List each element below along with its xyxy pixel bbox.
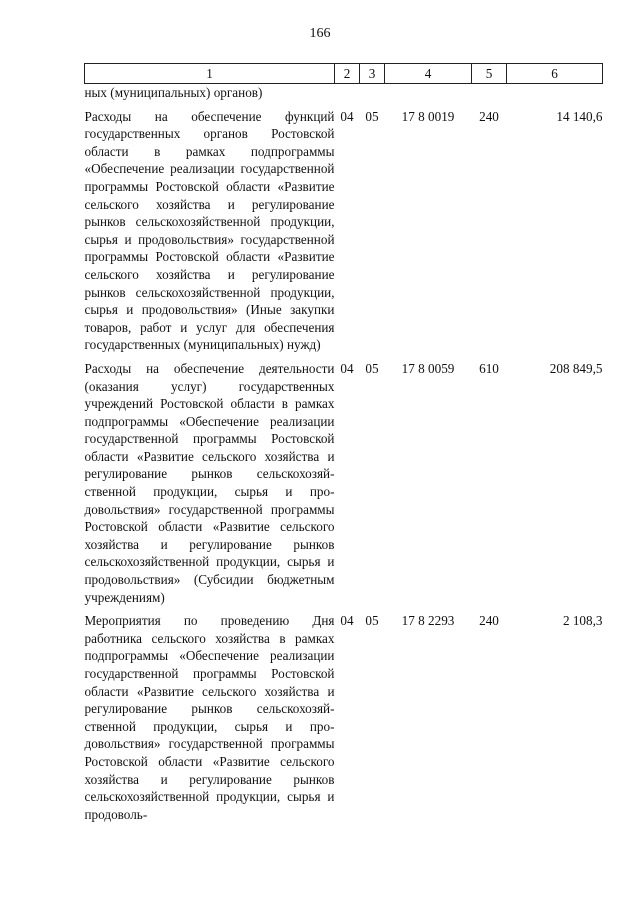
header-col-6: 6 <box>507 64 603 84</box>
header-row <box>85 64 603 84</box>
row-pr: 05 <box>365 360 379 376</box>
row-rz: 04 <box>340 108 354 124</box>
row-csr: 17 8 2293 <box>401 613 455 629</box>
budget-table <box>84 63 603 829</box>
continuation-row <box>85 84 603 108</box>
row-description: Расходы на обеспечение деятельности (оказания услуг) государственных учреждений Ростовской области в рамках подпрограммы «Обеспечение реализации государственной программы Ростовской области «Развитие сельского хозяйства и регулирование рынков сельскохозяйственной продукции, сырья и продовольствия» государственной программы Ростовской области «Развитие сельского хозяйства и регулирование рынков сельскохозяйственной продукции, сырья и продовольствия» (Субсидии бюджетным учреждениям) <box>84 360 335 605</box>
header-col-5: 5 <box>472 64 507 84</box>
table-row <box>85 108 603 360</box>
page-number: 166 <box>309 26 331 41</box>
row-pr: 05 <box>365 613 379 629</box>
table-row <box>85 360 603 612</box>
row-sum: 208 849,5 <box>549 360 603 376</box>
row-vr: 240 <box>479 108 499 124</box>
header-col-2: 2 <box>335 64 360 84</box>
row-rz: 04 <box>340 360 354 376</box>
row-vr: 610 <box>479 360 499 376</box>
row-vr: 240 <box>479 613 499 629</box>
header-col-1: 1 <box>85 64 335 84</box>
row-sum: 14 140,6 <box>556 108 603 124</box>
header-col-4: 4 <box>385 64 472 84</box>
row-description: Мероприятия по проведению Дня работника сельского хозяйства в рамках подпрограммы «Обеспечение реализации государственной программы Ростовской области «Развитие сельского хозяйства и регулирование рынков сельскохозяйственной продукции, сырья и продовольствия» государственной программы Ростовской области «Развитие сельского хозяйства и регулирование рынков сельскохозяйственной продукции, сырья и продоволь- <box>84 613 335 822</box>
row-csr: 17 8 0019 <box>401 108 455 124</box>
row-description: Расходы на обеспечение функций государственных органов Ростовской области в рамках подпрограммы «Обеспечение реализации государственной программы Ростовской области «Развитие сельского хозяйства и регулирование рынков сельскохозяйственной продукции, сырья и продовольствия» государственной программы Ростовской области «Развитие сельского хозяйства и регулирование рынков сельскохозяйственной продукции, сырья и продовольствия» (Иные закупки товаров, работ и услуг для обеспечения государственных (муниципальных) нужд) <box>84 108 335 353</box>
row-rz: 04 <box>340 613 354 629</box>
continuation-text: ных (муниципальных) органов) <box>84 85 263 100</box>
row-pr: 05 <box>365 108 379 124</box>
row-sum: 2 108,3 <box>562 613 603 629</box>
table-row <box>85 612 603 829</box>
header-col-3: 3 <box>360 64 385 84</box>
row-csr: 17 8 0059 <box>401 360 455 376</box>
